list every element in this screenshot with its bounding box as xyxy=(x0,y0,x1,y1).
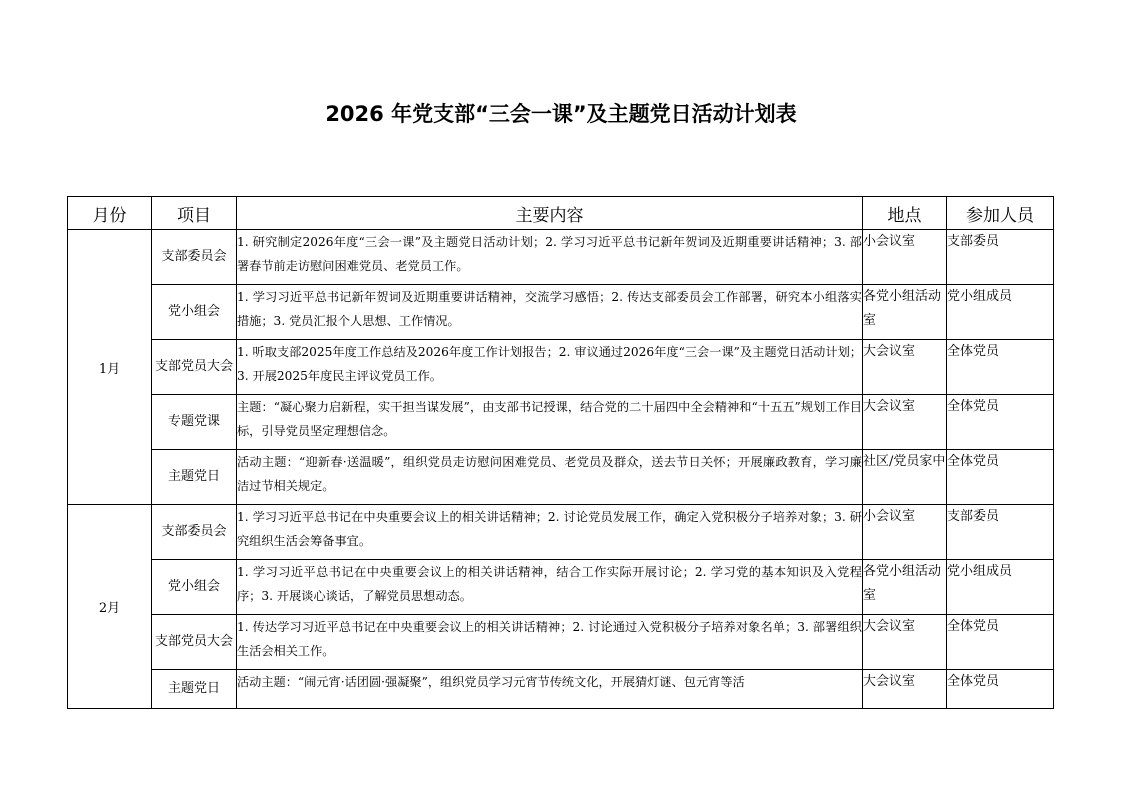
people-cell: 支部委员 xyxy=(947,230,1054,285)
table-row xyxy=(68,395,1054,450)
place-cell: 小会议室 xyxy=(863,505,947,560)
people-cell: 全体党员 xyxy=(947,395,1054,450)
month-cell: 1月 xyxy=(68,230,152,505)
header-place: 地点 xyxy=(863,197,947,230)
place-cell: 小会议室 xyxy=(863,230,947,285)
header-month: 月份 xyxy=(68,197,152,230)
item-cell: 支部党员大会 xyxy=(152,615,237,670)
item-cell: 主题党日 xyxy=(152,670,237,709)
content-cell: 1. 传达学习习近平总书记在中央重要会议上的相关讲话精神；2. 讨论通过入党积极分子培养对象名单；3. 部署组织生活会相关工作。 xyxy=(237,615,863,670)
content-cell: 主题：“凝心聚力启新程，实干担当谋发展”，由支部书记授课，结合党的二十届四中全会精神和“十五五”规划工作目标，引导党员坚定理想信念。 xyxy=(237,395,863,450)
place-cell: 各党小组活动室 xyxy=(863,560,947,615)
place-cell: 社区/党员家中 xyxy=(863,450,947,505)
table-row xyxy=(68,560,1054,615)
table-header-row xyxy=(68,197,1054,230)
item-cell: 支部委员会 xyxy=(152,230,237,285)
month-cell: 2月 xyxy=(68,505,152,709)
header-content: 主要内容 xyxy=(237,197,863,230)
page-title: 2026 年党支部“三会一课”及主题党日活动计划表 xyxy=(325,102,797,126)
table-row xyxy=(68,670,1054,709)
table-row xyxy=(68,285,1054,340)
item-cell: 支部委员会 xyxy=(152,505,237,560)
content-cell: 1. 学习习近平总书记新年贺词及近期重要讲话精神，交流学习感悟；2. 传达支部委员会工作部署，研究本小组落实措施；3. 党员汇报个人思想、工作情况。 xyxy=(237,285,863,340)
item-cell: 党小组会 xyxy=(152,560,237,615)
header-item: 项目 xyxy=(152,197,237,230)
item-cell: 主题党日 xyxy=(152,450,237,505)
table-row xyxy=(68,340,1054,395)
table-row xyxy=(68,505,1054,560)
people-cell: 支部委员 xyxy=(947,505,1054,560)
header-people: 参加人员 xyxy=(947,197,1054,230)
content-cell: 活动主题：“迎新春·送温暖”，组织党员走访慰问困难党员、老党员及群众，送去节日关怀；开展廉政教育，学习廉洁过节相关规定。 xyxy=(237,450,863,505)
content-cell: 1. 学习习近平总书记在中央重要会议上的相关讲话精神，结合工作实际开展讨论；2. 学习党的基本知识及入党程序；3. 开展谈心谈话，了解党员思想动态。 xyxy=(237,560,863,615)
place-cell: 大会议室 xyxy=(863,615,947,670)
people-cell: 全体党员 xyxy=(947,615,1054,670)
table-row xyxy=(68,615,1054,670)
content-cell: 1. 学习习近平总书记在中央重要会议上的相关讲话精神；2. 讨论党员发展工作，确定入党积极分子培养对象；3. 研究组织生活会筹备事宜。 xyxy=(237,505,863,560)
people-cell: 党小组成员 xyxy=(947,285,1054,340)
place-cell: 大会议室 xyxy=(863,670,947,709)
table-row xyxy=(68,230,1054,285)
place-cell: 大会议室 xyxy=(863,340,947,395)
content-cell: 1. 研究制定2026年度“三会一课”及主题党日活动计划；2. 学习习近平总书记新年贺词及近期重要讲话精神；3. 部署春节前走访慰问困难党员、老党员工作。 xyxy=(237,230,863,285)
place-cell: 大会议室 xyxy=(863,395,947,450)
place-cell: 各党小组活动室 xyxy=(863,285,947,340)
people-cell: 全体党员 xyxy=(947,670,1054,709)
people-cell: 全体党员 xyxy=(947,450,1054,505)
item-cell: 支部党员大会 xyxy=(152,340,237,395)
item-cell: 专题党课 xyxy=(152,395,237,450)
table-row xyxy=(68,450,1054,505)
content-cell: 活动主题：“闹元宵·话团圆·强凝聚”，组织党员学习元宵节传统文化，开展猜灯谜、包元宵等活 xyxy=(237,670,863,709)
activity-plan-table xyxy=(67,196,1054,709)
item-cell: 党小组会 xyxy=(152,285,237,340)
people-cell: 全体党员 xyxy=(947,340,1054,395)
people-cell: 党小组成员 xyxy=(947,560,1054,615)
content-cell: 1. 听取支部2025年度工作总结及2026年度工作计划报告；2. 审议通过2026年度“三会一课”及主题党日活动计划；3. 开展2025年度民主评议党员工作。 xyxy=(237,340,863,395)
